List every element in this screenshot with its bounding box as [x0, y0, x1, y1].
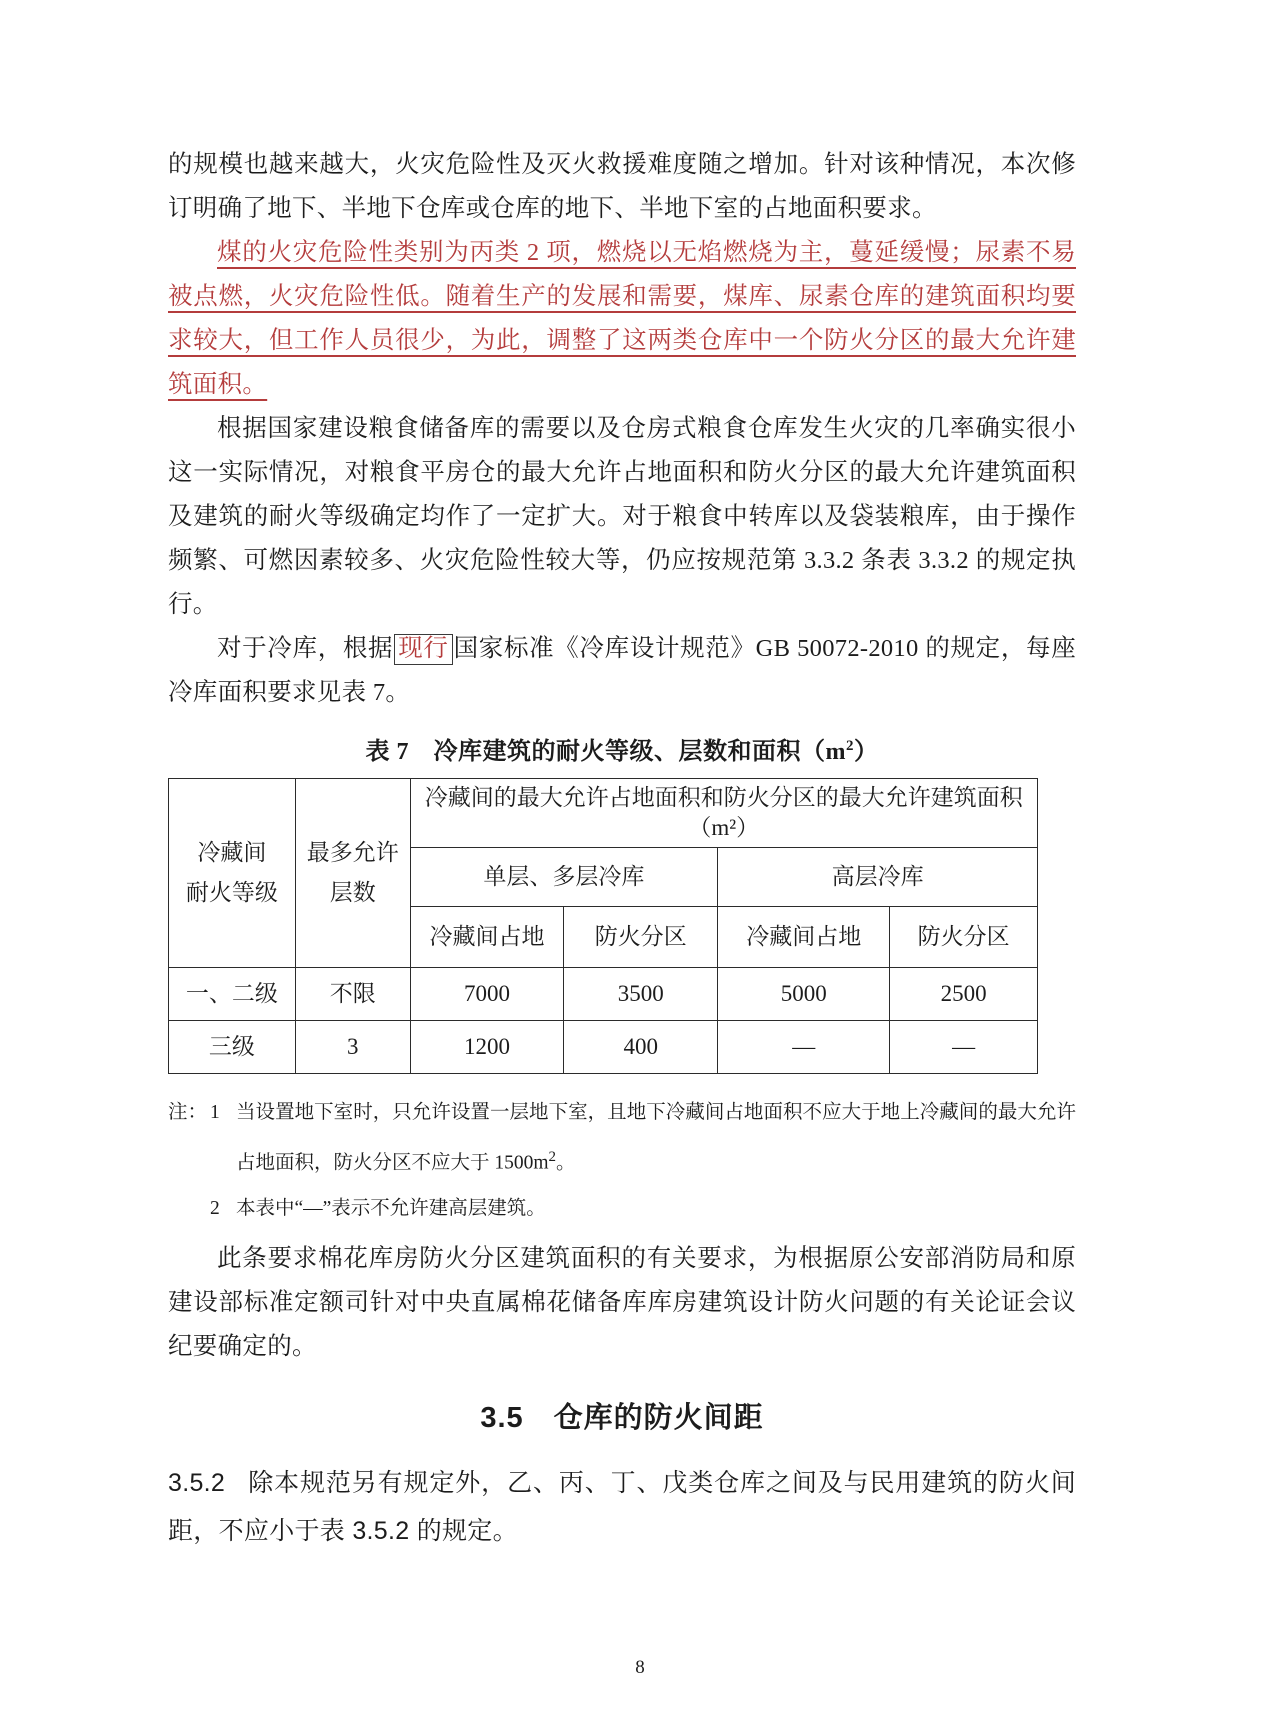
paragraph-continuation: 的规模也越来越大，火灾危险性及灭火救援难度随之增加。针对该种情况，本次修订明确了地下、半地下仓库或仓库的地下、半地下室的占地面积要求。: [168, 151, 1076, 222]
header-sub-compartment-1: 防火分区: [564, 907, 718, 968]
table-cell: —: [890, 1021, 1038, 1074]
page-number: 8: [635, 1657, 645, 1678]
table-cell: 一、二级: [169, 968, 296, 1021]
note-1: [168, 1090, 1076, 1186]
note-1-text: [236, 1090, 1076, 1186]
paragraph-cold-storage-post: 国家标准《冷库设计规范》GB 50072-2010 的规定，每座冷库面积要求见表 7。: [168, 635, 1076, 706]
table-cell: 1200: [410, 1021, 564, 1074]
paragraph-cold-storage-pre: 对于冷库，根据: [217, 635, 394, 662]
table-cell: 7000: [410, 968, 564, 1021]
header-fire-resistance-grade: [169, 779, 296, 968]
note-2-number: 2: [210, 1197, 220, 1219]
table-7: [168, 778, 1038, 1074]
table-cell: 3500: [564, 968, 718, 1021]
clause-text: 除本规范另有规定外，乙、丙、丁、戊类仓库之间及与民用建筑的防火间距，不应小于表 3.5.2 的规定。: [168, 1468, 1076, 1545]
table-row-grade12: [169, 968, 1038, 1021]
note-1-superscript: 2: [548, 1149, 557, 1165]
header-max-floors-line1: 最多允许: [306, 840, 399, 865]
table-cell: 不限: [295, 968, 410, 1021]
table-cell: 2500: [890, 968, 1038, 1021]
header-fire-resistance-line1: 冷藏间: [197, 840, 267, 865]
table-7-title-close: ）: [854, 739, 879, 765]
paragraph-grain-storage: 根据国家建设粮食储备库的需要以及仓房式粮食仓库发生火灾的几率确实很小这一实际情况，对粮食平房仓的最大允许占地面积和防火分区的最大允许建筑面积及建筑的耐火等级确定均作了一定扩大。对于粮食中转库以及袋装粮库，由于操作频繁、可燃因素较多、火灾危险性较大等，仍应按规范第 3.3.2 条表 3.3.2 的规定执行。: [168, 415, 1076, 618]
note-1-text-post: 。: [556, 1152, 576, 1174]
header-group-single-multi: 单层、多层冷库: [410, 848, 718, 907]
table-7-title-text: 表 7 冷库建筑的耐火等级、层数和面积（m: [365, 739, 846, 765]
paragraph-cold-storage: [168, 627, 1076, 715]
clause-number: 3.5.2: [168, 1468, 226, 1497]
note-2: [168, 1186, 1076, 1231]
page-content: [168, 143, 1076, 1555]
header-fire-resistance-line2: 耐火等级: [185, 880, 278, 905]
table-7-title-superscript: 2: [846, 738, 854, 754]
table-cell: 3: [295, 1021, 410, 1074]
note-label: 注：: [168, 1102, 208, 1123]
table-notes: [168, 1090, 1076, 1231]
note-2-text: 本表中“—”表示不允许建高层建筑。: [236, 1197, 546, 1219]
boxed-revision-term: 现行: [394, 634, 452, 665]
header-sub-footprint-2: 冷藏间占地: [718, 907, 890, 968]
table-row-grade3: [169, 1021, 1038, 1074]
red-annotation-paragraph: 煤的火灾危险性类别为丙类 2 项，燃烧以无焰燃烧为主，蔓延缓慢；尿素不易被点燃，火灾危险性低。随着生产的发展和需要，煤库、尿素仓库的建筑面积均要求较大，但工作人员很少，为此，调整了这两类仓库中一个防火分区的最大允许建筑面积。: [168, 239, 1076, 398]
note-1-text-pre: 当设置地下室时，只允许设置一层地下室，且地下冷藏间占地面积不应大于地上冷藏间的最大允许占地面积，防火分区不应大于 1500m: [236, 1102, 1076, 1174]
header-sub-compartment-2: 防火分区: [890, 907, 1038, 968]
header-group-highrise: 高层冷库: [718, 848, 1038, 907]
table-cell: —: [718, 1021, 890, 1074]
note-1-number: 1: [210, 1102, 220, 1123]
clause-3-5-2: [168, 1459, 1076, 1555]
header-span-title: 冷藏间的最大允许占地面积和防火分区的最大允许建筑面积（m²）: [410, 779, 1037, 848]
header-max-floors: [295, 779, 410, 968]
header-max-floors-line2: 层数: [329, 880, 376, 905]
section-heading-3-5: 3.5 仓库的防火间距: [480, 1401, 764, 1434]
table-cell: 三级: [169, 1021, 296, 1074]
paragraph-cotton-storage: 此条要求棉花库房防火分区建筑面积的有关要求，为根据原公安部消防局和原建设部标准定额司针对中央直属棉花储备库库房建筑设计防火问题的有关论证会议纪要确定的。: [168, 1244, 1076, 1360]
table-cell: 5000: [718, 968, 890, 1021]
header-sub-footprint-1: 冷藏间占地: [410, 907, 564, 968]
table-cell: 400: [564, 1021, 718, 1074]
table-7-title: [168, 725, 1076, 773]
